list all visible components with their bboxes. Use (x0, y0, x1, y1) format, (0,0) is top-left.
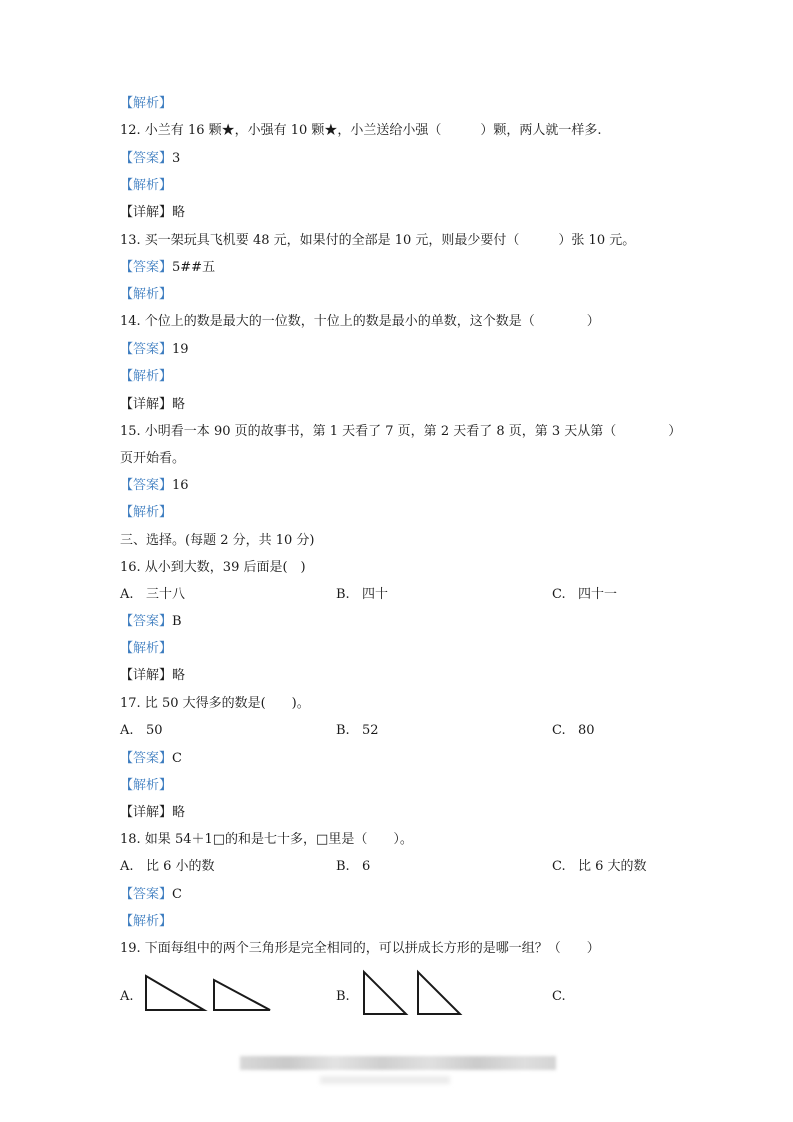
question-13-text: 13. 买一架玩具飞机要 48 元，如果付的全部是 10 元，则最少要付（ ）张 10 元。 (120, 233, 636, 248)
answer-tag: 【答案】 (120, 478, 173, 493)
option-text: 比 6 小的数 (146, 859, 215, 874)
option-letter: C. (552, 723, 566, 738)
answer-tag: 【答案】 (120, 751, 173, 766)
blurred-watermark (240, 1056, 556, 1070)
question-18-option-a (120, 858, 215, 876)
option-letter: A. (120, 587, 134, 602)
answer-tag: 【答案】 (120, 887, 173, 902)
question-15-text-line1: 15. 小明看一本 90 页的故事书，第 1 天看了 7 页，第 2 天看了 8 页，第 3 天从第（ ） (120, 424, 682, 439)
question-18-option-c (552, 858, 647, 876)
question-12-text: 12. 小兰有 16 颗★，小强有 10 颗★，小兰送给小强（ ）颗，两人就一样多. (120, 123, 602, 138)
option-letter: B. (336, 859, 350, 874)
question-17-text: 17. 比 50 大得多的数是( )。 (120, 696, 310, 711)
question-16-option-a (120, 586, 185, 604)
question-17-detail-row (120, 804, 185, 822)
analysis-tag: 【解析】 (120, 914, 173, 929)
question-14-text: 14. 个位上的数是最大的一位数，十位上的数是最小的单数，这个数是（ ） (120, 314, 600, 329)
question-19-option-b-label: B. (336, 989, 350, 1004)
triangle-shape (418, 972, 460, 1014)
question-14-detail-row (120, 396, 185, 414)
question-17-option-c (552, 722, 595, 740)
question-17-detail: 略 (172, 805, 186, 820)
option-text: 6 (362, 859, 371, 874)
option-text: 比 6 大的数 (578, 859, 647, 874)
question-16-option-c (552, 586, 617, 604)
blurred-watermark-secondary (320, 1076, 450, 1084)
question-12-answer: 3 (172, 151, 181, 166)
question-19-option-c-label: C. (552, 989, 566, 1004)
question-15-answer-row (120, 477, 189, 495)
analysis-tag: 【解析】 (120, 505, 173, 520)
option-text: 50 (146, 723, 163, 738)
section-3-title: 三、选择。(每题 2 分，共 10 分) (120, 533, 315, 548)
option-text: 四十 (362, 587, 389, 602)
triangle-shape (146, 976, 204, 1010)
question-16-text: 16. 从小到大数，39 后面是( ) (120, 560, 306, 575)
question-16-answer-row (120, 613, 182, 631)
analysis-tag: 【解析】 (120, 369, 173, 384)
question-14-answer-row (120, 341, 189, 359)
analysis-tag: 【解析】 (120, 96, 173, 111)
answer-tag: 【答案】 (120, 614, 173, 629)
detail-tag: 【详解】 (120, 668, 173, 683)
option-letter: A. (120, 859, 134, 874)
option-letter: B. (336, 723, 350, 738)
question-19-text: 19. 下面每组中的两个三角形是完全相同的，可以拼成长方形的是哪一组？（ ） (120, 941, 600, 956)
question-19-option-b-figure (358, 966, 468, 1020)
question-18-answer-row (120, 886, 182, 904)
question-16-detail: 略 (172, 668, 186, 683)
answer-tag: 【答案】 (120, 260, 173, 275)
option-letter: B. (336, 587, 350, 602)
triangle-shape (214, 980, 270, 1010)
question-19-option-a-figure (140, 972, 280, 1016)
question-16-option-b (336, 586, 388, 604)
question-14-detail: 略 (172, 397, 186, 412)
question-17-option-a (120, 722, 163, 740)
option-text: 52 (362, 723, 379, 738)
analysis-tag: 【解析】 (120, 178, 173, 193)
option-letter: A. (120, 723, 134, 738)
detail-tag: 【详解】 (120, 397, 173, 412)
analysis-tag: 【解析】 (120, 641, 173, 656)
question-12-detail: 略 (172, 205, 186, 220)
question-17-answer: C (172, 751, 182, 766)
option-letter: C. (552, 859, 566, 874)
analysis-tag: 【解析】 (120, 778, 173, 793)
detail-tag: 【详解】 (120, 805, 173, 820)
question-17-option-b (336, 722, 379, 740)
answer-tag: 【答案】 (120, 342, 173, 357)
option-text: 三十八 (146, 587, 186, 602)
triangle-shape (364, 972, 406, 1014)
detail-tag: 【详解】 (120, 205, 173, 220)
question-12-answer-row (120, 150, 180, 168)
answer-tag: 【答案】 (120, 151, 173, 166)
question-15-answer: 16 (172, 478, 189, 493)
question-13-answer: 5##五 (172, 260, 216, 275)
question-19-option-a-label: A. (120, 989, 134, 1004)
question-13-answer-row (120, 259, 215, 277)
question-15-text-line2: 页开始看。 (120, 451, 186, 466)
question-14-answer: 19 (172, 342, 189, 357)
question-18-option-b (336, 858, 370, 876)
option-text: 80 (578, 723, 595, 738)
option-letter: C. (552, 587, 566, 602)
analysis-tag: 【解析】 (120, 287, 173, 302)
question-18-text: 18. 如果 54＋1□的和是七十多，□里是（ ）。 (120, 832, 413, 847)
question-16-answer: B (172, 614, 182, 629)
question-17-answer-row (120, 750, 182, 768)
question-16-detail-row (120, 667, 185, 685)
question-18-answer: C (172, 887, 182, 902)
question-12-detail-row (120, 204, 185, 222)
option-text: 四十一 (578, 587, 618, 602)
